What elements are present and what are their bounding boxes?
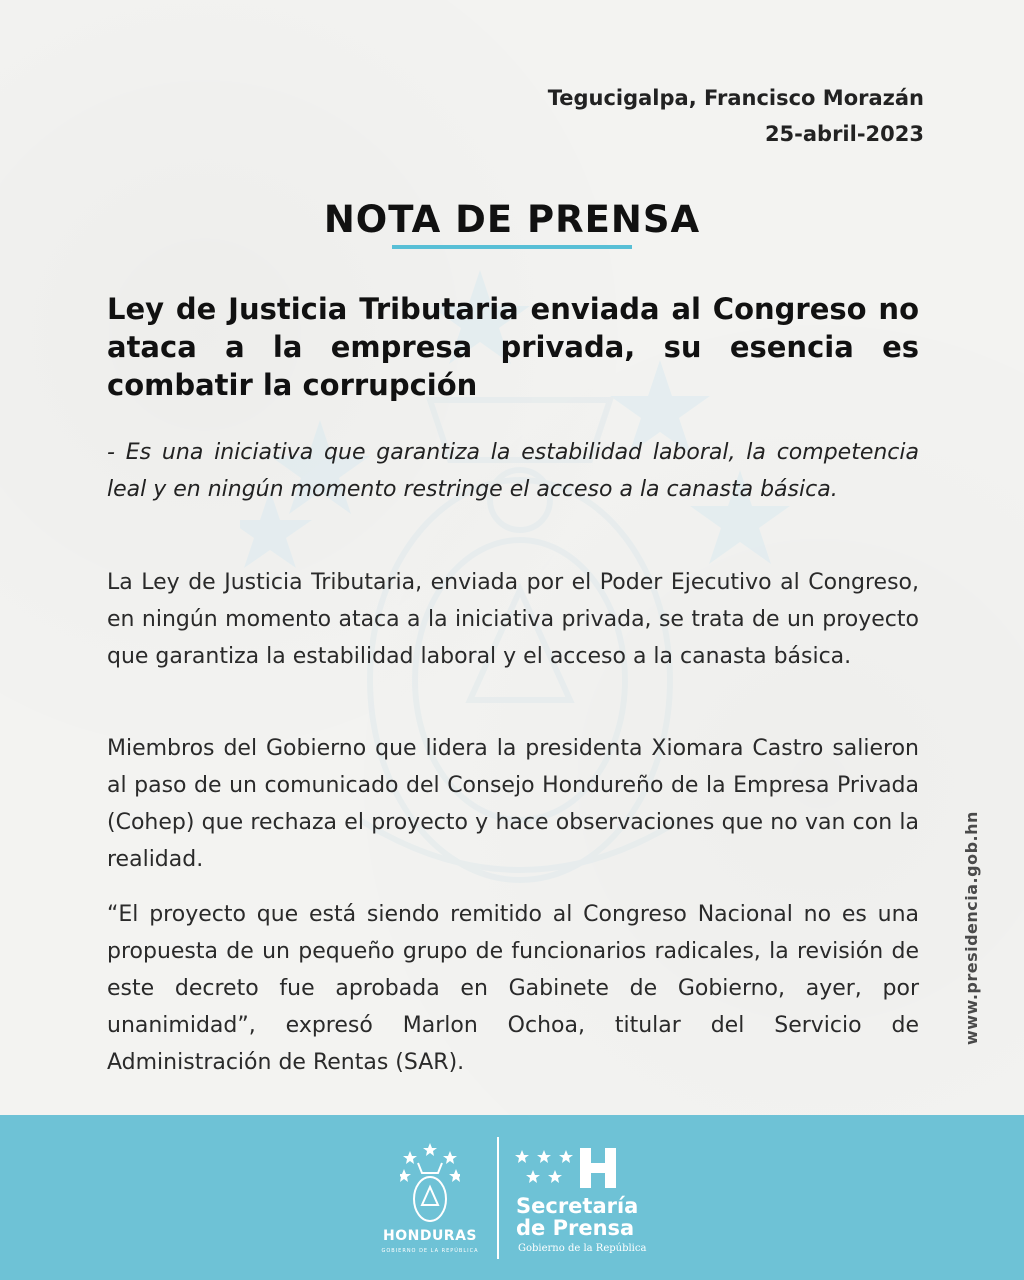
five-stars-icon bbox=[514, 1150, 574, 1190]
subheading: - Es una iniciativa que garantiza la estabilidad laboral, la competencia leal y en ningún momento restringe el acceso a la canasta básica. bbox=[107, 440, 919, 502]
prensa-title: de Prensa bbox=[516, 1216, 635, 1240]
paragraph-1: La Ley de Justicia Tributaria, enviada por el Poder Ejecutivo al Congreso, en ningún momento ataca a la iniciativa privada, se trata de un proyecto que garantiza la estabilidad laboral y el acceso a la canasta básica. bbox=[107, 570, 919, 669]
secretaria-subtitle: Gobierno de la República bbox=[518, 1243, 647, 1254]
date: 25-abril-2023 bbox=[764, 122, 924, 146]
secretaria-title: Secretaría bbox=[516, 1194, 639, 1218]
honduras-label: HONDURAS bbox=[382, 1228, 478, 1244]
footer-divider bbox=[497, 1137, 499, 1259]
headline: Ley de Justicia Tributaria enviada al Congreso no ataca a la empresa privada, su esencia es combatir la corrupción bbox=[107, 292, 919, 402]
footer-bar bbox=[0, 1115, 1024, 1280]
title-underline bbox=[392, 245, 632, 249]
paragraph-3: “El proyecto que está siendo remitido al Congreso Nacional no es una propuesta de un pequeño grupo de funcionarios radicales, la revisión de este decreto fue aprobada en Gabinete de Gobierno, ayer, por unanimidad”, expresó Marlon Ochoa, titular del Servicio de Administración de Rentas (SAR). bbox=[107, 902, 919, 1075]
honduras-sub-label: GOBIERNO DE LA REPÚBLICA bbox=[381, 1248, 479, 1254]
page-title: NOTA DE PRENSA bbox=[323, 198, 701, 241]
honduras-seal-icon bbox=[400, 1143, 460, 1231]
paragraph-2: Miembros del Gobierno que lidera la presidenta Xiomara Castro salieron al paso de un comunicado del Consejo Hondureño de la Empresa Privada (Cohep) que rechaza el proyecto y hace observaciones que no van con la realidad. bbox=[107, 736, 919, 872]
letter-h-logo-icon bbox=[578, 1146, 618, 1190]
location: Tegucigalpa, Francisco Morazán bbox=[547, 86, 924, 110]
website-url: www.presidencia.gob.hn bbox=[962, 811, 981, 1045]
dateline bbox=[548, 80, 924, 152]
